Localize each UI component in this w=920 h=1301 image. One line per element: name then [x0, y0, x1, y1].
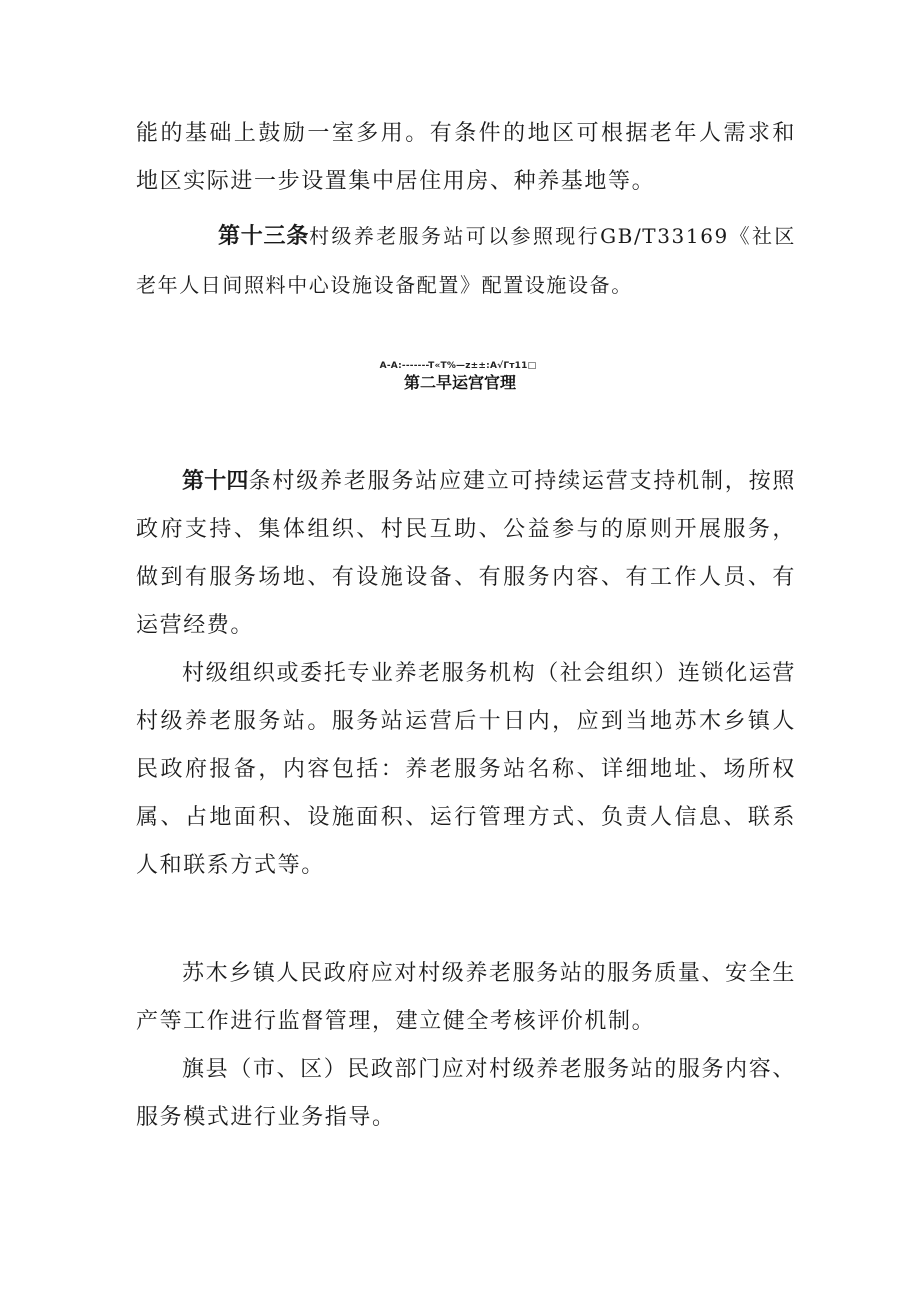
paragraph-text: 能的基础上鼓励一室多用。有条件的地区可根据老年人需求和地区实际进一步设置集中居住用房、种养基地等。 [136, 121, 796, 194]
article-13-text: 村级养老服务站可以参照现行GB/T33169《社区老年人日间照料中心设施设备配置》配置设施设备。 [136, 224, 796, 297]
article-14 [136, 458, 796, 650]
article-13-label: 第十三条 [218, 224, 310, 249]
paragraph-township-supervision [136, 950, 796, 1046]
paragraph-text: 旗县（市、区）民政部门应对村级养老服务站的服务内容、服务模式进行业务指导。 [136, 1057, 796, 1130]
chapter-garbled-line: A-A:-------T«T%—z±±:A√Γт11□ [379, 361, 537, 371]
paragraph-text: 村级组织或委托专业养老服务机构（社会组织）连锁化运营村级养老服务站。服务站运营后十日内，应到当地苏木乡镇人民政府报备，内容包括：养老服务站名称、详细地址、场所权属、占地面积、设施面积、运行管理方式、负责人信息、联系人和联系方式等。 [136, 661, 796, 878]
article-13 [136, 212, 796, 310]
chapter-title: 第二早运宫官理 [403, 373, 516, 392]
paragraph-text: 苏木乡镇人民政府应对村级养老服务站的服务质量、安全生产等工作进行监督管理，建立健全考核评价机制。 [136, 961, 796, 1034]
paragraph-operation-filing [136, 650, 796, 890]
chapter-heading [0, 360, 920, 394]
article-14-label: 第十四 [182, 469, 249, 494]
article-14-text: 条村级养老服务站应建立可持续运营支持机制，按照政府支持、集体组织、村民互助、公益参与的原则开展服务，做到有服务场地、有设施设备、有服务内容、有工作人员、有运营经费。 [136, 469, 796, 638]
paragraph-facility-use [136, 110, 796, 206]
paragraph-civil-affairs-guidance [136, 1046, 796, 1142]
